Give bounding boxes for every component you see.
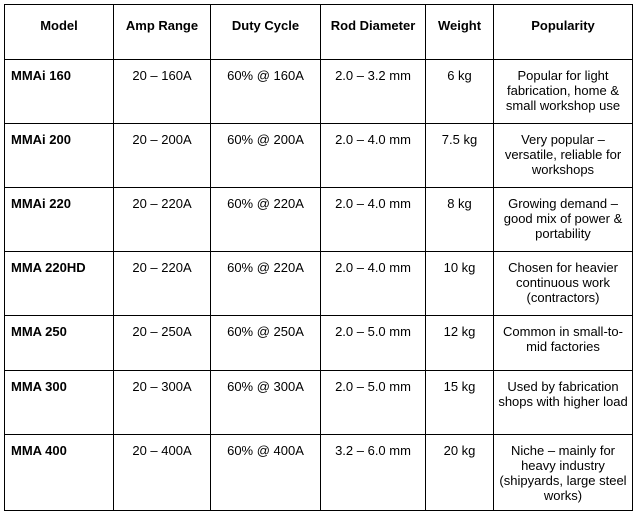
table-header — [5, 5, 633, 60]
cell-duty-cycle: 60% @ 220A — [211, 188, 321, 252]
cell-weight: 6 kg — [426, 60, 494, 124]
header-rod-diameter: Rod Diameter — [321, 5, 426, 60]
header-duty-cycle: Duty Cycle — [211, 5, 321, 60]
cell-model: MMA 400 — [5, 435, 114, 511]
cell-rod-diameter: 2.0 – 3.2 mm — [321, 60, 426, 124]
cell-duty-cycle: 60% @ 400A — [211, 435, 321, 511]
cell-weight: 10 kg — [426, 252, 494, 316]
header-amp-range: Amp Range — [114, 5, 211, 60]
cell-duty-cycle: 60% @ 300A — [211, 371, 321, 435]
cell-weight: 8 kg — [426, 188, 494, 252]
cell-amp-range: 20 – 220A — [114, 188, 211, 252]
cell-weight: 7.5 kg — [426, 124, 494, 188]
cell-rod-diameter: 2.0 – 4.0 mm — [321, 124, 426, 188]
cell-duty-cycle: 60% @ 200A — [211, 124, 321, 188]
cell-duty-cycle: 60% @ 250A — [211, 316, 321, 371]
cell-model: MMA 220HD — [5, 252, 114, 316]
header-model: Model — [5, 5, 114, 60]
table-row — [5, 316, 633, 371]
cell-model: MMAi 200 — [5, 124, 114, 188]
cell-popularity: Growing demand – good mix of power & portability — [494, 188, 633, 252]
cell-popularity: Popular for light fabrication, home & small workshop use — [494, 60, 633, 124]
cell-popularity: Common in small-to-mid factories — [494, 316, 633, 371]
cell-popularity: Chosen for heavier continuous work (contractors) — [494, 252, 633, 316]
cell-rod-diameter: 3.2 – 6.0 mm — [321, 435, 426, 511]
table-row — [5, 252, 633, 316]
cell-duty-cycle: 60% @ 160A — [211, 60, 321, 124]
cell-weight: 12 kg — [426, 316, 494, 371]
cell-amp-range: 20 – 160A — [114, 60, 211, 124]
cell-amp-range: 20 – 300A — [114, 371, 211, 435]
cell-model: MMAi 160 — [5, 60, 114, 124]
cell-popularity: Niche – mainly for heavy industry (shipyards, large steel works) — [494, 435, 633, 511]
header-popularity: Popularity — [494, 5, 633, 60]
table-row — [5, 435, 633, 511]
header-weight: Weight — [426, 5, 494, 60]
table-body — [5, 60, 633, 511]
cell-rod-diameter: 2.0 – 5.0 mm — [321, 371, 426, 435]
cell-weight: 20 kg — [426, 435, 494, 511]
cell-weight: 15 kg — [426, 371, 494, 435]
table-row — [5, 60, 633, 124]
table-row — [5, 124, 633, 188]
cell-model: MMA 300 — [5, 371, 114, 435]
cell-amp-range: 20 – 400A — [114, 435, 211, 511]
header-row — [5, 5, 633, 60]
table-row — [5, 188, 633, 252]
cell-rod-diameter: 2.0 – 5.0 mm — [321, 316, 426, 371]
table-row — [5, 371, 633, 435]
cell-duty-cycle: 60% @ 220A — [211, 252, 321, 316]
cell-amp-range: 20 – 200A — [114, 124, 211, 188]
cell-amp-range: 20 – 250A — [114, 316, 211, 371]
cell-rod-diameter: 2.0 – 4.0 mm — [321, 252, 426, 316]
cell-model: MMAi 220 — [5, 188, 114, 252]
cell-model: MMA 250 — [5, 316, 114, 371]
cell-amp-range: 20 – 220A — [114, 252, 211, 316]
cell-popularity: Used by fabrication shops with higher load — [494, 371, 633, 435]
cell-popularity: Very popular – versatile, reliable for workshops — [494, 124, 633, 188]
welder-spec-table — [4, 4, 633, 511]
cell-rod-diameter: 2.0 – 4.0 mm — [321, 188, 426, 252]
